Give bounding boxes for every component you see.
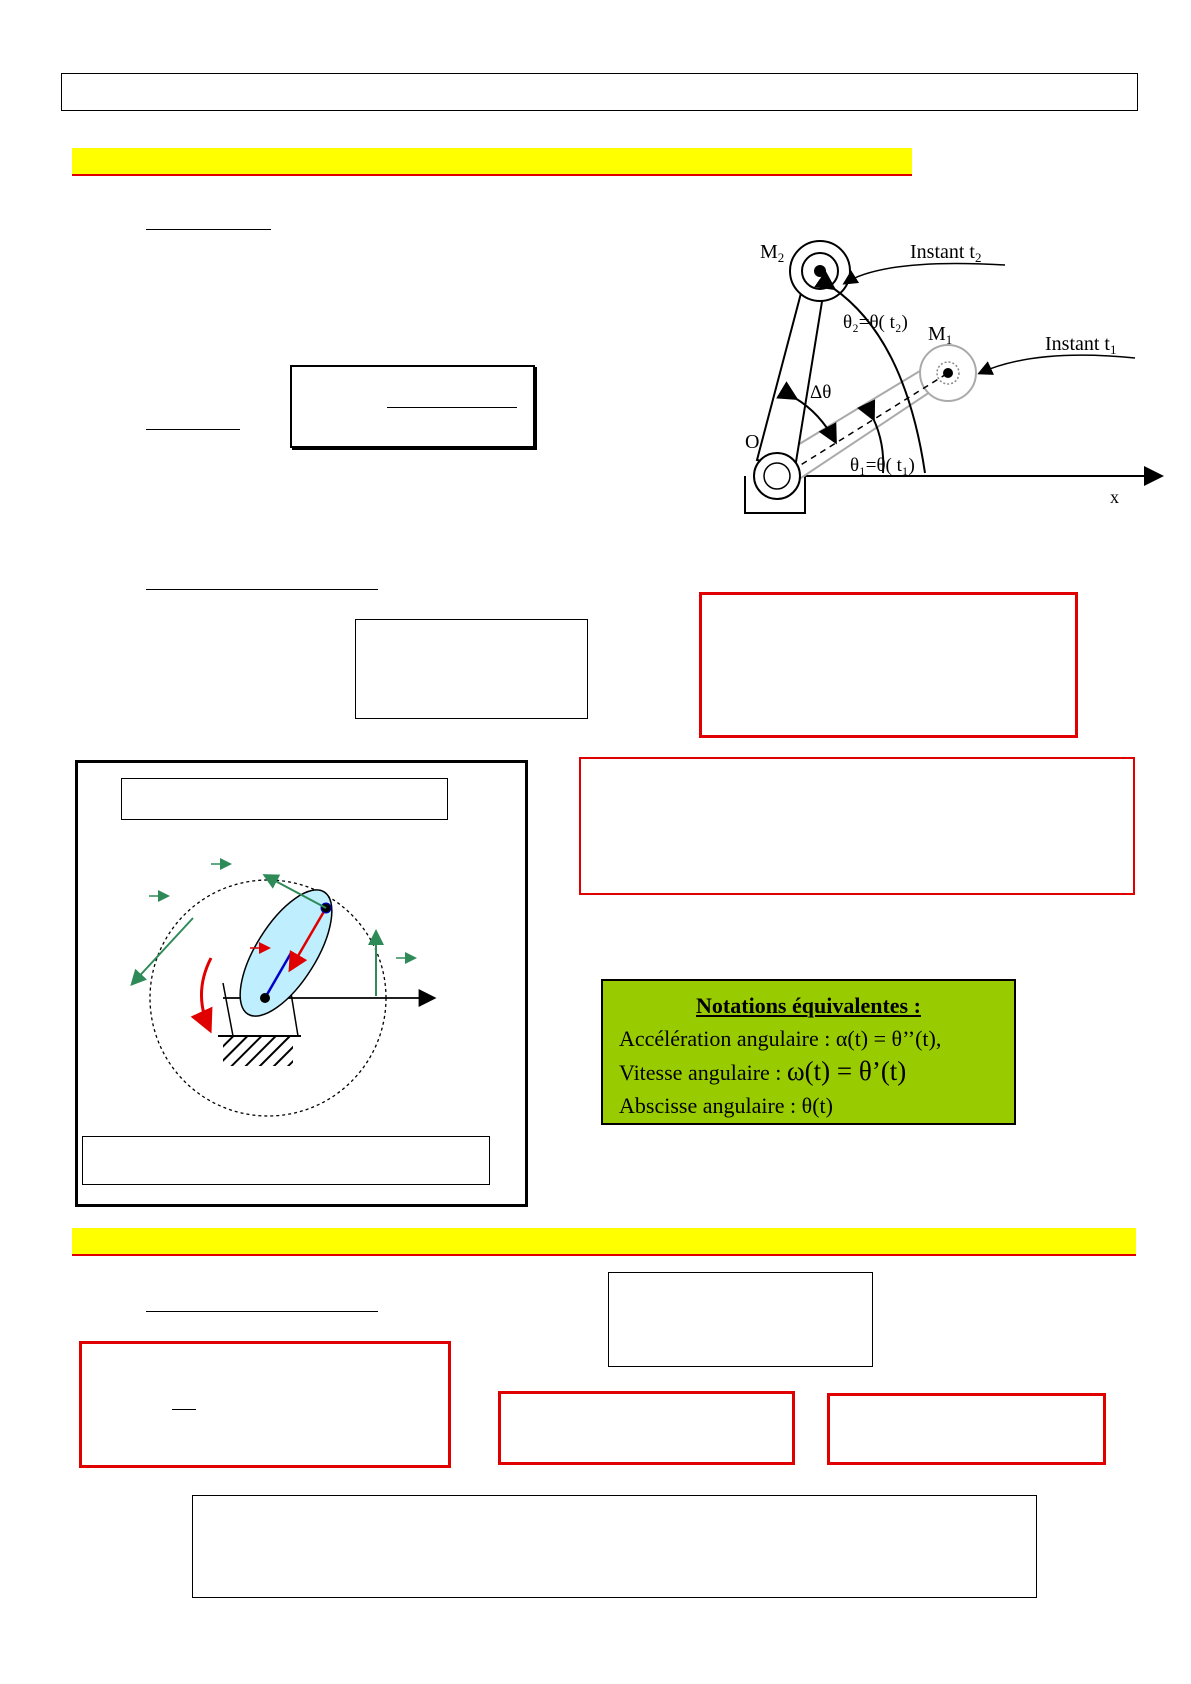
point-m2 bbox=[814, 265, 826, 277]
red-box-1 bbox=[699, 592, 1078, 738]
rotation-arrow bbox=[201, 958, 211, 1028]
red-box-4 bbox=[498, 1391, 795, 1465]
formula-box-3 bbox=[608, 1272, 873, 1367]
ground-hatch bbox=[223, 1036, 293, 1066]
notation-abscisse: Abscisse angulaire : θ(t) bbox=[619, 1093, 833, 1118]
red-box-5 bbox=[827, 1393, 1106, 1465]
formula-box-2 bbox=[355, 619, 588, 719]
heading-underline-2 bbox=[146, 429, 240, 430]
leader-t1 bbox=[980, 355, 1135, 373]
pivot-o bbox=[754, 453, 800, 499]
figure-frame bbox=[75, 760, 528, 1207]
rotation-figure bbox=[735, 228, 1170, 523]
label-delta-theta: Δθ bbox=[810, 382, 832, 403]
formula-box-1 bbox=[290, 365, 535, 448]
heading-underline-1 bbox=[146, 229, 271, 230]
red-box-2 bbox=[579, 757, 1135, 895]
leader-t2 bbox=[845, 263, 1005, 283]
small-fraction-line bbox=[172, 1409, 196, 1410]
figure-caption-top bbox=[121, 778, 448, 820]
notations-box bbox=[601, 979, 1016, 1125]
label-m1: $M_1$ bbox=[928, 323, 953, 347]
rotating-solid-figure bbox=[123, 848, 483, 1148]
label-m2: $M_2$ bbox=[760, 241, 785, 265]
label-instant-t2: Instant $t_2$ bbox=[910, 241, 982, 265]
label-x: x bbox=[1110, 487, 1119, 507]
fraction-line bbox=[387, 407, 517, 408]
header-frame bbox=[61, 73, 1138, 111]
solid-ellipse bbox=[222, 876, 349, 1030]
heading-underline-4 bbox=[146, 1311, 378, 1312]
label-o: O bbox=[745, 431, 760, 453]
notation-acceleration: Accélération angulaire : α(t) = θ’’(t), bbox=[619, 1026, 942, 1051]
section-band-1 bbox=[72, 148, 912, 176]
bottom-summary-box bbox=[192, 1495, 1037, 1598]
heading-underline-3 bbox=[146, 589, 378, 590]
notations-title: Notations équivalentes : bbox=[696, 993, 921, 1018]
label-theta1: θ₁=θ( t₁) bbox=[850, 455, 915, 476]
label-instant-t1: Instant $t_1$ bbox=[1045, 333, 1117, 357]
section-band-2 bbox=[72, 1228, 1136, 1256]
notation-vitesse: Vitesse angulaire : ω(t) = θ’(t) bbox=[619, 1056, 907, 1086]
red-box-3 bbox=[79, 1341, 451, 1468]
label-theta2: θ₂=θ( t₂) bbox=[843, 312, 908, 333]
